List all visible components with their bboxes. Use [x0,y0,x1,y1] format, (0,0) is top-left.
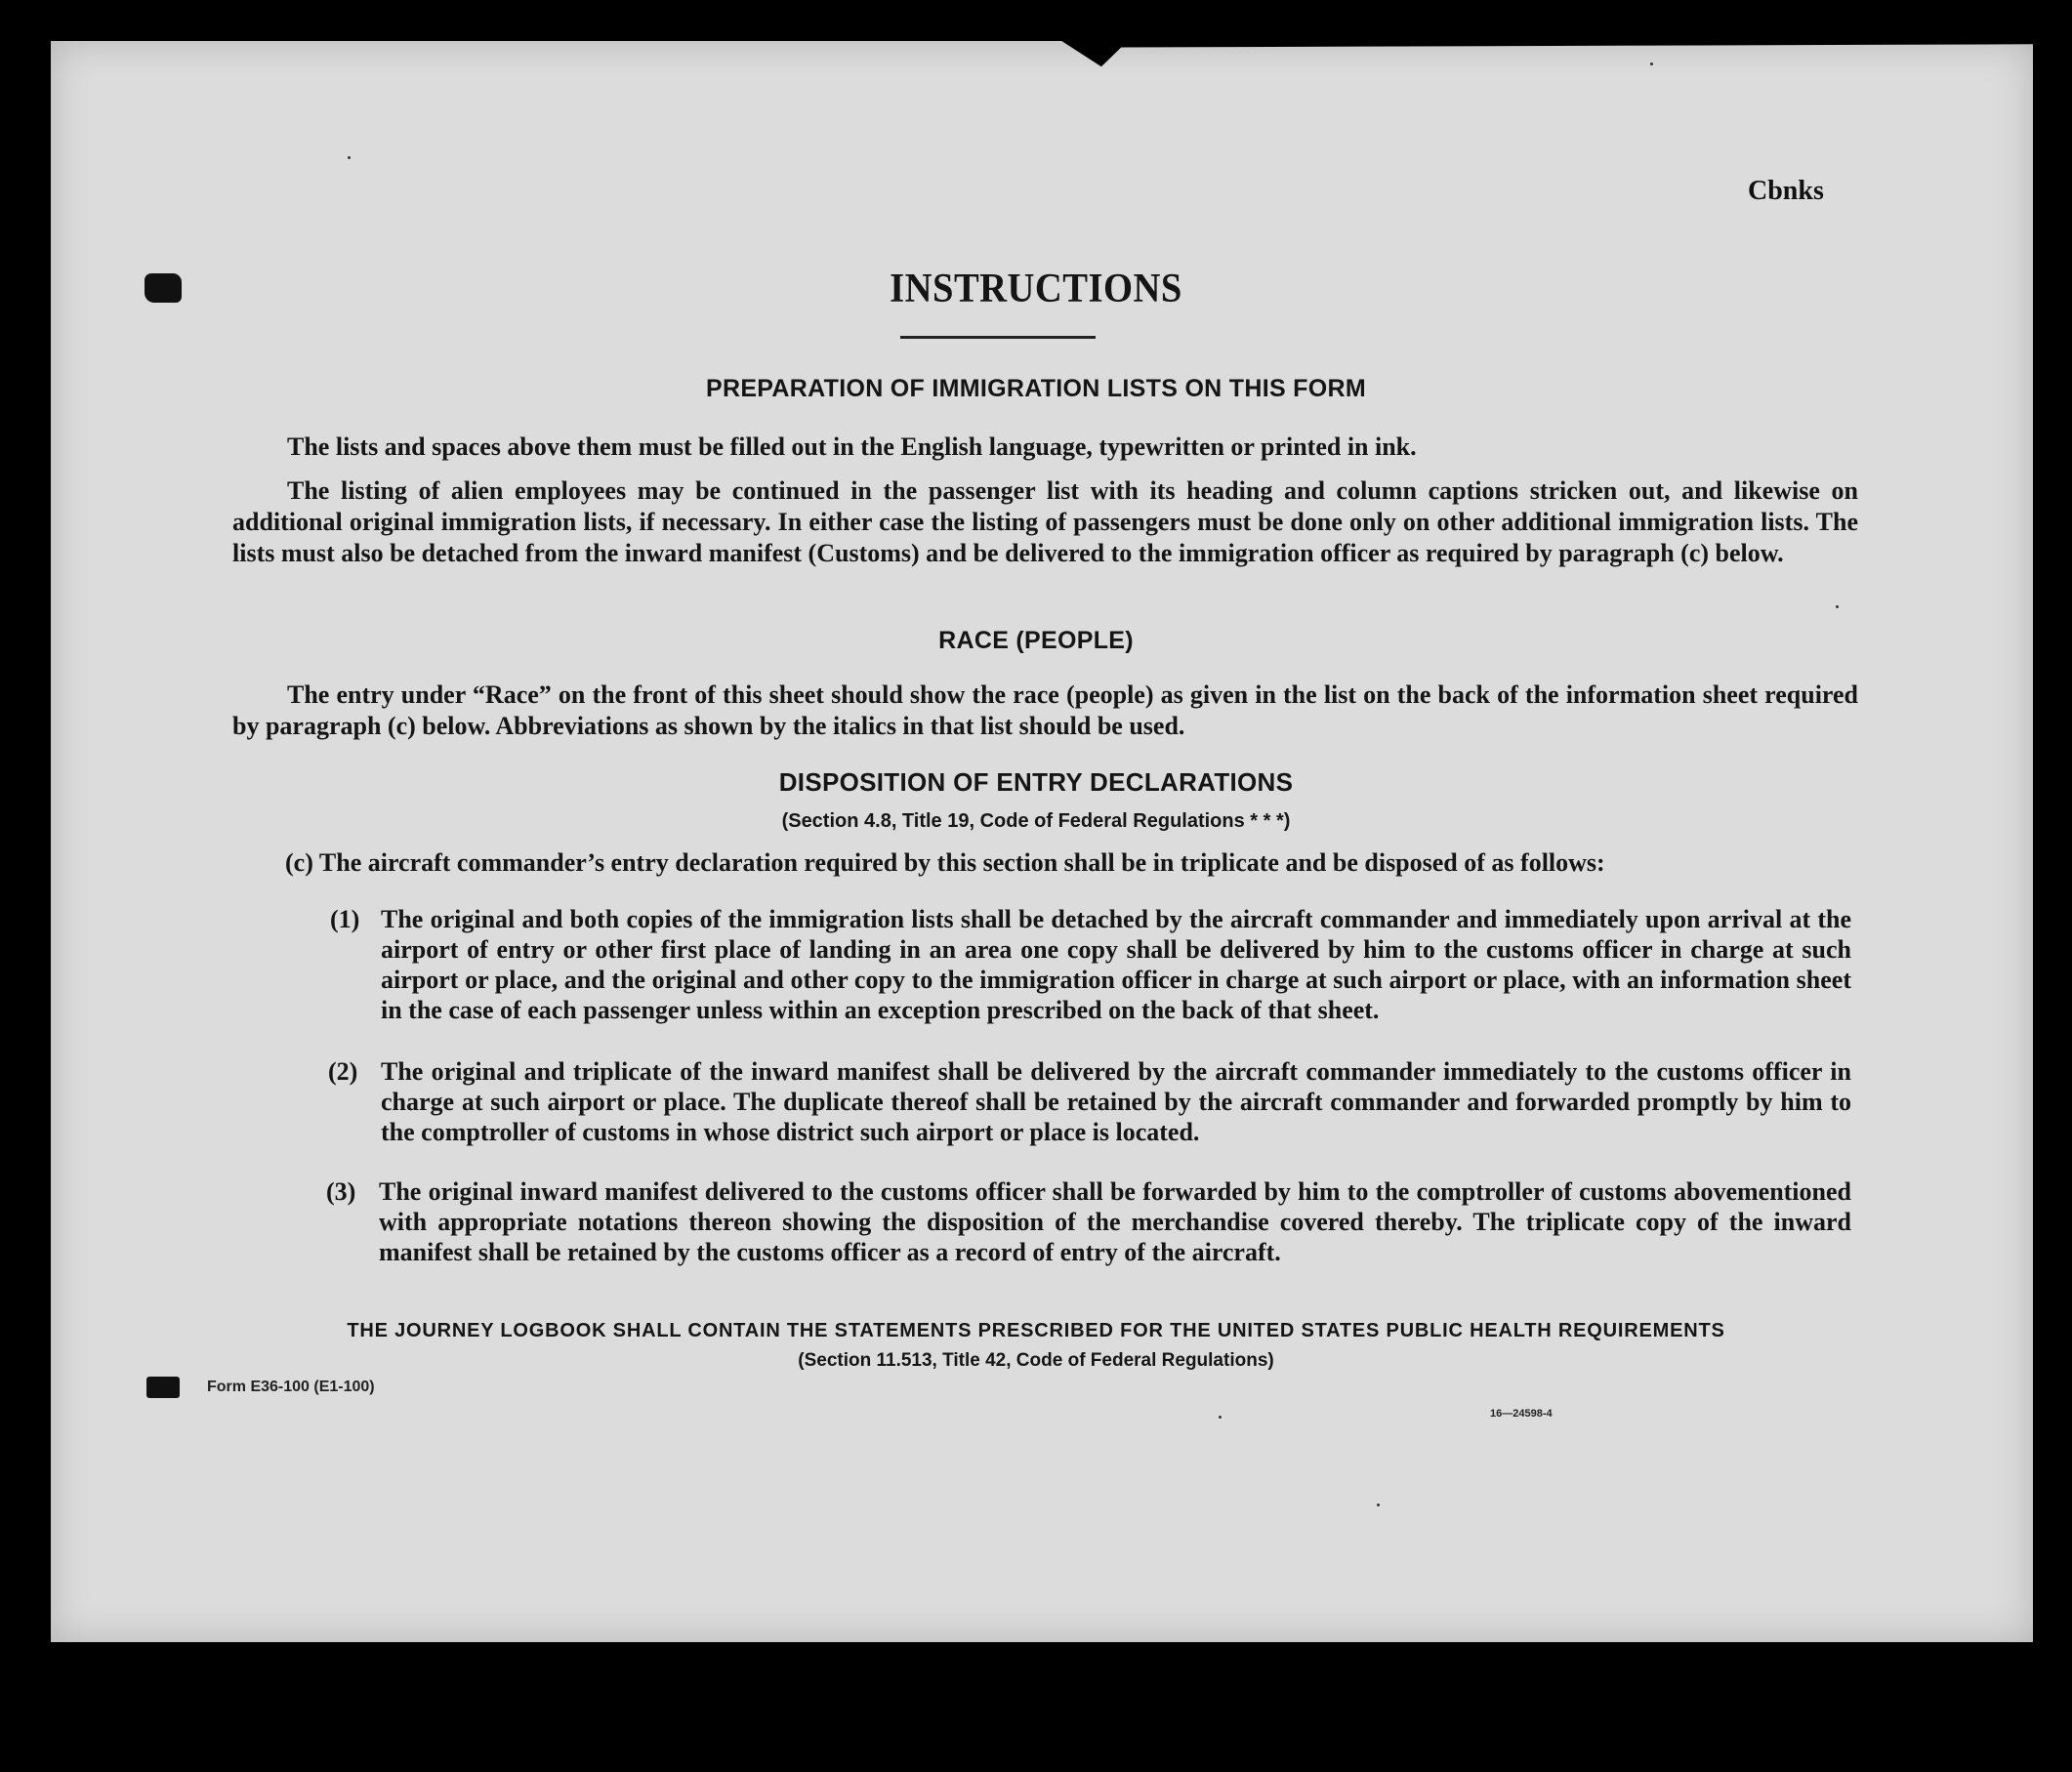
footer-heading: THE JOURNEY LOGBOOK SHALL CONTAIN THE STATEMENTS PRESCRIBED FOR THE UNITED STATES PUBLIC HEALTH REQUIREMENTS [347,1320,1725,1341]
section-heading-disposition: DISPOSITION OF ENTRY DECLARATIONS [778,767,1294,797]
section-heading-race: RACE (PEOPLE) [938,627,1134,654]
instructions-title: INSTRUCTIONS [890,267,1182,311]
list-item-3 [326,1176,1851,1267]
ink-speck [1650,62,1653,65]
title-underline [900,336,1096,339]
list-item-number: (3) [326,1177,356,1206]
list-item-number: (2) [328,1057,358,1086]
ink-blot [146,1377,180,1398]
print-code: 16—24598-4 [1490,1408,1553,1420]
ink-speck [1219,1416,1222,1419]
citation-title-19: (Section 4.8, Title 19, Code of Federal Regulations * * *) [781,810,1291,832]
paragraph-race: The entry under “Race” on the front of this sheet should show the race (people) as given in the list on the back of the information sheet required by paragraph (c) below. Abbreviations as shown by the italics in that list should be used. [232,680,1858,740]
section-heading-preparation: PREPARATION OF IMMIGRATION LISTS ON THIS FORM [706,375,1366,402]
list-item-1 [330,904,1851,1025]
ink-speck [348,156,351,159]
ink-speck [1836,605,1839,608]
handwritten-corner-mark: Cbnks [1748,176,1824,206]
paragraph-language: The lists and spaces above them must be filled out in the English language, typewritten or printed in ink. [287,433,1417,461]
paragraph-alien-employees: The listing of alien employees may be continued in the passenger list with its heading and column captions stricken out, and likewise on additional original immigration lists, if necessary. In either case the listing of passengers must be done only on other additional immigration lists. The lists must also be detached from the inward manifest (Customs) and be delivered to the immigration officer as required by paragraph (c) below. [232,476,1858,567]
list-item-2 [328,1056,1851,1147]
footer-citation: (Section 11.513, Title 42, Code of Federal Regulations) [798,1350,1274,1371]
list-item-number: (1) [330,905,360,933]
list-item-text: The original and triplicate of the inward manifest shall be delivered by the aircraft commander immediately to the customs officer in charge at such airport or place. The duplicate thereof shall be retained by the aircraft commander and forwarded promptly by him to the comptroller of customs in whose district such airport or place is located. [381,1057,1851,1146]
form-number: Form E36-100 (E1-100) [207,1379,375,1395]
list-item-text: The original inward manifest delivered to the customs officer shall be forwarded by him to the comptroller of customs abovementioned with appropriate notations thereon showing the disposition of the merchandise covered thereby. The triplicate copy of the inward manifest shall be retained by the customs officer as a record of entry of the aircraft. [379,1177,1851,1266]
list-item-text: The original and both copies of the immigration lists shall be detached by the aircraft commander and immediately upon arrival at the airport of entry or other first place of landing in an area one copy shall be delivered by him to the customs officer in charge at such airport or place, and the original and other copy to the immigration officer in charge at such airport or place, with an information sheet in the case of each passenger unless within an exception prescribed on the back of that sheet. [381,905,1851,1024]
paragraph-c: (c) The aircraft commander’s entry declaration required by this section shall be in triplicate and be disposed of as follows: [285,848,1605,877]
ink-speck [1377,1504,1380,1506]
